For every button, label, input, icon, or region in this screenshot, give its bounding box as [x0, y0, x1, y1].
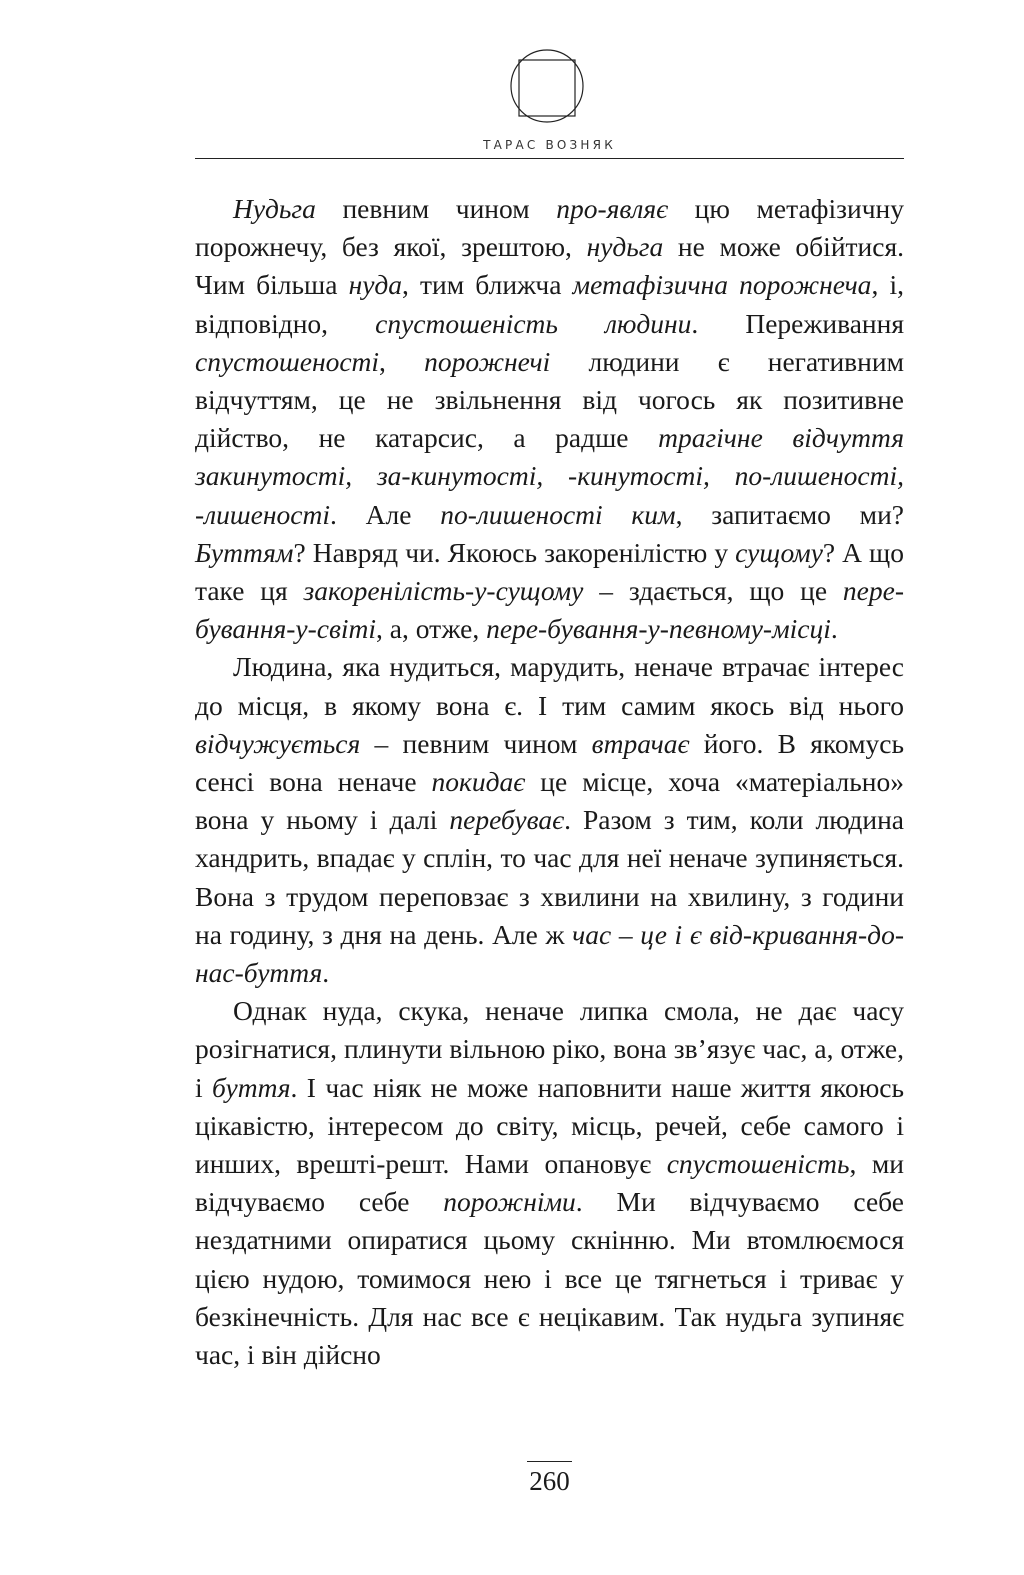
text-run: Людина, яка нудиться, марудить, неначе втрачає інтерес до місця, в якому вона є. І тим самим якось від нього [195, 651, 904, 721]
italic-run: метафізична порожнеча [572, 269, 872, 301]
header-rule [195, 158, 904, 159]
text-run: , тим ближча [402, 269, 573, 301]
italic-run: відчужується [195, 727, 361, 759]
text-run: , а, отже, [376, 613, 487, 645]
italic-run: по-лишеності ким [440, 498, 676, 530]
running-head: ТАРАС ВОЗНЯК [483, 138, 616, 152]
text-run: – певним чином [360, 727, 592, 759]
text-run: – здається, що це [583, 575, 843, 607]
text-run: . І час ніяк не може наповнити наше життя якоюсь цікавістю, інтересом до світу, місць, речей, себе самого і инших, врешті-решт. Нами опановує [195, 1071, 905, 1180]
paragraph [195, 992, 904, 1374]
italic-run: трагічне відчуття закинутості, за-кинутості, -кинутості, по-лишеності, -лишеності [195, 422, 904, 530]
text-run: , ми відчуваємо себе [195, 1148, 904, 1218]
italic-run: закоренілість-у-сущому [303, 575, 584, 607]
italic-run: Нудьга [233, 193, 316, 224]
italic-run: про-являє [556, 193, 669, 224]
text-run: певним чином [315, 193, 557, 224]
italic-run: нуда [348, 269, 402, 301]
text-run: . [322, 957, 330, 989]
italic-run: порожнечі [424, 345, 551, 377]
italic-run: перебуває [449, 804, 565, 836]
italic-run: Буттям [195, 536, 294, 568]
text-run: ? Навряд чи. Якоюсь закоренілістю у [293, 536, 736, 568]
italic-run: порожніми [443, 1186, 576, 1218]
body-text [195, 190, 904, 1374]
italic-run: сущому [735, 536, 823, 568]
italic-run: час – це і є від-кривання-до-нас-буття [195, 918, 904, 989]
text-run: Однак нуда, скука, неначе липка смола, не дає часу розігнатися, плинути вільною ріко, вона зв’язує час, а, отже, і [195, 995, 904, 1103]
italic-run: буття [212, 1071, 291, 1103]
text-run: ? А що таке ця [195, 536, 904, 607]
italic-run: втрачає [591, 727, 690, 759]
text-run: . Але [329, 498, 441, 530]
paragraph [195, 190, 904, 648]
italic-run: пере-бування-у-світі [195, 575, 904, 645]
italic-run: спустошеності [195, 345, 380, 377]
text-run: . Переживання [691, 307, 904, 339]
text-run: його. В якомусь сенсі вона неначе [195, 727, 904, 798]
paragraph [195, 648, 904, 992]
text-run: . Разом з тим, коли людина хандрить, впадає у сплін, то час для неї неначе зупиняється. Вона з трудом переповзає з хвилини на хвилину, з години на годину, з дня на день. Але ж [195, 804, 904, 950]
italic-run: пере-бування-у-певному-місці [486, 613, 831, 645]
circle-square-emblem-icon [509, 48, 585, 124]
text-run: , [379, 345, 425, 377]
italic-run: нудьга [586, 231, 664, 263]
text-run: це місце, хоча «матеріально» вона у ньому і далі [195, 766, 905, 836]
italic-run: покидає [431, 766, 526, 798]
italic-run: спустошеність людини [375, 307, 692, 339]
text-run: . [830, 613, 838, 645]
text-run: . Ми відчуваємо себе нездатними опиратися цьому скнінню. Ми втомлюємося цією нудою, томимося нею і все це тягнеться і триває у безкінечність. Для нас все є нецікавим. Так нудьга зупиняє час, і він дійсно [195, 1186, 904, 1371]
text-run: , запитаємо ми? [675, 498, 904, 530]
italic-run: спустошеність [666, 1148, 850, 1180]
text-run: цю метафізичну порожнечу, без якої, зрештою, [195, 193, 905, 263]
text-run: не може обійтися. Чим більша [195, 231, 904, 301]
text-run: людини є негативним відчуттям, це не звільнення від чогось як позитивне дійство, не катарсис, а радше [195, 345, 904, 454]
page-number [195, 1466, 904, 1497]
page-number-text: 260 [527, 1461, 572, 1496]
text-run: , і, відповідно, [195, 269, 904, 339]
